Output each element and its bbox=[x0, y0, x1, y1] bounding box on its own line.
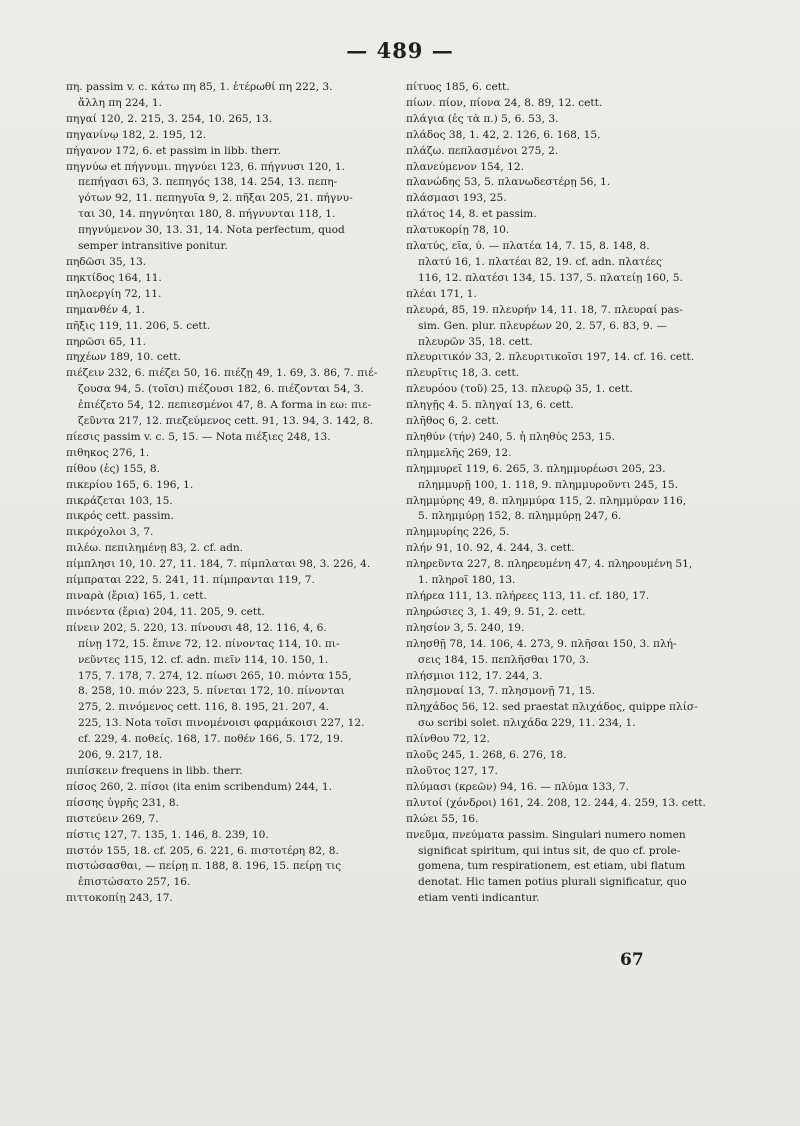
index-entry-line: πιστόν 155, 18. cf. 205, 6. 221, 6. πιστοτέρη 82, 8. bbox=[66, 844, 339, 857]
index-entry-line: πλανεύμενον 154, 12. bbox=[406, 160, 525, 173]
index-entry-line: πηγαί 120, 2. 215, 3. 254, 10. 265, 13. bbox=[66, 112, 273, 125]
index-entry-line: πλευρῖτις 18, 3. cett. bbox=[406, 367, 520, 380]
left-column bbox=[66, 80, 408, 907]
index-entry-line: πηγνύμενον 30, 13. 31, 14. Nota perfectum, quod bbox=[78, 224, 345, 237]
index-entry-line: 1. πληροῖ 180, 13. bbox=[418, 574, 516, 587]
index-entry-line: 275, 2. πινόμενος cett. 116, 8. 195, 21. 207, 4. bbox=[78, 701, 329, 714]
folio-number: 67 bbox=[620, 950, 644, 970]
index-entry-line: ἄλλη πη 224, 1. bbox=[78, 96, 163, 109]
index-entry-line: πληρεῦντα 227, 8. πληρευμένη 47, 4. πληρουμένη 51, bbox=[406, 558, 693, 571]
index-entry-line: 116, 12. πλατέσι 134, 15. 137, 5. πλατείῃ 160, 5. bbox=[418, 271, 683, 284]
index-entry-line: πλέαι 171, 1. bbox=[406, 287, 477, 300]
index-entry-line: πιστώσασθαι, — πείρῃ π. 188, 8. 196, 15. πείρῃ τις bbox=[66, 860, 342, 873]
index-entry-line: πίσσης ὑγρῆς 231, 8. bbox=[66, 796, 179, 809]
index-entry-line: πληρώσιες 3, 1. 49, 9. 51, 2. cett. bbox=[406, 605, 586, 618]
index-entry-line: πλάσμασι 193, 25. bbox=[406, 192, 507, 205]
index-entry-line: πήγανον 172, 6. et passim in libb. therr. bbox=[66, 144, 281, 157]
index-entry-line: ζεῦντα 217, 12. πιεζεύμενος cett. 91, 13. 94, 3. 142, 8. bbox=[78, 415, 374, 428]
index-entry-line: ζουσα 94, 5. (τοῖσι) πιέζουσι 182, 6. πιέζονται 54, 3. bbox=[78, 383, 364, 396]
index-entry-line: πλευρά, 85, 19. πλευρήν 14, 11. 18, 7. πλευραί pas- bbox=[406, 303, 683, 316]
index-entry-line: semper intransitive ponitur. bbox=[78, 240, 228, 253]
index-entry-line: πηκτίδος 164, 11. bbox=[66, 271, 162, 284]
right-column bbox=[406, 80, 742, 907]
index-entry-line: πνεῦμα, πνεύματα passim. Singulari numero nomen bbox=[406, 828, 686, 841]
index-entry-line: πικρόχολοι 3, 7. bbox=[66, 526, 154, 539]
index-entry-line: πηδῶσι 35, 13. bbox=[66, 255, 147, 268]
index-entry-line: πλατύς, εῖα, ύ. — πλατέα 14, 7. 15, 8. 148, 8. bbox=[406, 240, 650, 253]
index-entry-line: πλήν 91, 10. 92, 4. 244, 3. cett. bbox=[406, 542, 575, 555]
index-entry-line: πλημμυρίης 226, 5. bbox=[406, 526, 510, 539]
index-entry-line: πηγανίνῳ 182, 2. 195, 12. bbox=[66, 128, 207, 141]
index-entry-line: πλημμύρης 49, 8. πλημμύρα 115, 2. πλημμύραν 116, bbox=[406, 494, 687, 507]
index-entry-line: πλύμασι (κρεῶν) 94, 16. — πλύμα 133, 7. bbox=[406, 780, 629, 793]
index-entry-line: ἐπιέζετο 54, 12. πεπιεσμένοι 47, 8. A forma in εω: πιε- bbox=[78, 399, 372, 412]
index-entry-line: πίστις 127, 7. 135, 1. 146, 8. 239, 10. bbox=[66, 828, 269, 841]
index-entry-line: etiam venti indicantur. bbox=[418, 892, 540, 905]
index-entry-line: cf. 229, 4. ποθείς. 168, 17. ποθέν 166, 5. 172, 19. bbox=[78, 733, 344, 746]
index-entry-line: πλάζω. πεπλασμένοι 275, 2. bbox=[406, 144, 559, 157]
index-entry-line: πιλέω. πεπιλημένῃ 83, 2. cf. adn. bbox=[66, 542, 244, 555]
index-entry-line: πηλοεργίη 72, 11. bbox=[66, 287, 162, 300]
index-entry-line: πικράζεται 103, 15. bbox=[66, 494, 173, 507]
index-entry-line: πλησθῇ 78, 14. 106, 4. 273, 9. πλῆσαι 150, 3. πλή- bbox=[406, 637, 677, 650]
index-entry-line: significat spiritum, qui intus sit, de quo cf. prole- bbox=[418, 844, 681, 857]
index-entry-line: πεπήγασι 63, 3. πεπηγός 138, 14. 254, 13. πεπη- bbox=[78, 176, 338, 189]
index-entry-line: πλυτοί (χόνδροι) 161, 24. 208, 12. 244, 4. 259, 13. cett. bbox=[406, 796, 706, 809]
index-entry-line: πλήσμιοι 112, 17. 244, 3. bbox=[406, 669, 543, 682]
index-entry-line: πλῆθος 6, 2. cett. bbox=[406, 415, 500, 428]
index-entry-line: ἐπιστώσατο 257, 16. bbox=[78, 876, 191, 889]
index-entry-line: γότων 92, 11. πεπηγυῖα 9, 2. πῆξαι 205, 21. πήγνυ- bbox=[78, 192, 353, 205]
index-entry-line: 8. 258, 10. πιόν 223, 5. πίνεται 172, 10. πίνονται bbox=[78, 685, 345, 698]
index-entry-line: πληχάδος 56, 12. sed praestat πλιχάδος, quippe πλίσ- bbox=[406, 701, 698, 714]
index-entry-line: πίνειν 202, 5. 220, 13. πίνουσι 48, 12. 116, 4, 6. bbox=[66, 621, 327, 634]
index-entry-line: πλοῦτος 127, 17. bbox=[406, 764, 498, 777]
index-entry-line: πιναρὰ (ἔρια) 165, 1. cett. bbox=[66, 590, 207, 602]
index-entry-line: πίνῃ 172, 15. ἔπινε 72, 12. πίνοντας 114, 10. πι- bbox=[78, 637, 340, 650]
index-entry-line: πλατυκορίῃ 78, 10. bbox=[406, 224, 510, 237]
index-entry-line: gomena, tum respirationem, est etiam, ubi flatum bbox=[418, 860, 686, 873]
index-entry-line: πιθηκος 276, 1. bbox=[66, 446, 150, 459]
index-entry-line: σω scribi solet. πλιχάδα 229, 11. 234, 1. bbox=[418, 717, 636, 730]
index-entry-line: πλάτος 14, 8. et passim. bbox=[406, 208, 537, 221]
index-entry-line: πίμπραται 222, 5. 241, 11. πίμπρανται 119, 7. bbox=[66, 574, 315, 587]
page-number: — 489 — bbox=[346, 38, 454, 63]
index-entry-line: πιττοκοπίῃ 243, 17. bbox=[66, 892, 173, 905]
index-entry-line: πλευρόου (τοῦ) 25, 13. πλευρῷ 35, 1. cett. bbox=[406, 383, 633, 396]
index-entry-line: πλευρῶν 35, 18. cett. bbox=[418, 335, 533, 348]
index-entry-line: πιέζειν 232, 6. πιέζει 50, 16. πιέζῃ 49, 1. 69, 3. 86, 7. πιέ- bbox=[66, 367, 378, 380]
index-entry-line: πικερίου 165, 6. 196, 1. bbox=[66, 478, 194, 491]
index-entry-line: πίτυος 185, 6. cett. bbox=[406, 81, 510, 93]
index-entry-line: πλίνθου 72, 12. bbox=[406, 733, 490, 746]
index-entry-line: 175, 7. 178, 7. 274, 12. πίωσι 265, 10. πιόντα 155, bbox=[78, 669, 352, 682]
index-entry-line: πημανθέν 4, 1. bbox=[66, 303, 146, 316]
index-entry-line: πλημμυρῇ 100, 1. 118, 9. πλημμυροῦντι 245, 15. bbox=[418, 478, 678, 491]
index-entry-line: πίων. πίον, πίονα 24, 8. 89, 12. cett. bbox=[406, 96, 603, 109]
index-entry-line: πικρός cett. passim. bbox=[66, 510, 174, 523]
index-entry-line: ται 30, 14. πηγνύηται 180, 8. πήγνυνται 118, 1. bbox=[78, 208, 336, 221]
index-entry-line: πιπίσκειν frequens in libb. therr. bbox=[66, 764, 243, 777]
index-entry-line: πλησμοναί 13, 7. πλησμονῇ 71, 15. bbox=[406, 685, 596, 698]
index-entry-line: πηχέων 189, 10. cett. bbox=[66, 351, 181, 364]
index-entry-line: denotat. Hic tamen potius plurali significatur, quo bbox=[418, 876, 687, 889]
index-entry-line: πληγῇς 4. 5. πληγαί 13, 6. cett. bbox=[406, 399, 574, 412]
index-entry-line: σεις 184, 15. πεπλῆσθαι 170, 3. bbox=[418, 653, 590, 666]
index-entry-line: πλοῦς 245, 1. 268, 6. 276, 18. bbox=[406, 749, 567, 762]
index-entry-line: πλημμελῆς 269, 12. bbox=[406, 446, 512, 459]
index-entry-line: πλάδος 38, 1. 42, 2. 126, 6. 168, 15. bbox=[406, 128, 601, 141]
index-entry-line: πίσος 260, 2. πίσοι (ita enim scribendum) 244, 1. bbox=[66, 780, 332, 793]
index-entry-line: πλήρεα 111, 13. πλήρεες 113, 11. cf. 180, 17. bbox=[406, 590, 650, 602]
index-entry-line: πίμπλησι 10, 10. 27, 11. 184, 7. πίμπλαται 98, 3. 226, 4. bbox=[66, 558, 371, 571]
index-entry-line: πῆξις 119, 11. 206, 5. cett. bbox=[66, 319, 211, 332]
index-entry-line: πηγνύω et πήγνυμι. πηγνύει 123, 6. πήγνυσι 120, 1. bbox=[66, 160, 346, 173]
index-entry-line: πλησίον 3, 5. 240, 19. bbox=[406, 621, 525, 634]
index-entry-line: 206, 9. 217, 18. bbox=[78, 749, 163, 762]
index-entry-line: πίεσις passim v. c. 5, 15. — Nota πιέξιες 248, 13. bbox=[66, 430, 331, 443]
index-entry-line: πη. passim v. c. κάτω πη 85, 1. ἑτέρωθί πη 222, 3. bbox=[66, 81, 333, 93]
index-entry-line: πλατύ 16, 1. πλατέαι 82, 19. cf. adn. πλατέες bbox=[418, 255, 662, 268]
index-entry-line: πηρῶσι 65, 11. bbox=[66, 335, 146, 348]
index-entry-line: πλημμυρεῖ 119, 6. 265, 3. πλημμυρέωσι 205, 23. bbox=[406, 462, 666, 475]
index-entry-line: sim. Gen. plur. πλευρέων 20, 2. 57, 6. 83, 9. — bbox=[418, 319, 667, 332]
index-entry-line: πλευριτικόν 33, 2. πλευριτικοῖσι 197, 14. cf. 16. cett. bbox=[406, 351, 695, 364]
index-entry-line: πλανώδης 53, 5. πλανωδεστέρῃ 56, 1. bbox=[406, 176, 611, 189]
index-entry-line: πίθου (ἐς) 155, 8. bbox=[66, 462, 160, 475]
index-entry-line: 225, 13. Nota τοῖσι πινομένοισι φαρμάκοισι 227, 12. bbox=[78, 717, 365, 730]
index-entry-line: πλάγια (ἐς τὰ π.) 5, 6. 53, 3. bbox=[406, 112, 559, 125]
index-entry-line: πινόεντα (ἔρια) 204, 11. 205, 9. cett. bbox=[66, 605, 265, 618]
index-entry-line: πληθύν (τήν) 240, 5. ἡ πληθύς 253, 15. bbox=[406, 430, 616, 443]
index-entry-line: πιστεύειν 269, 7. bbox=[66, 812, 159, 825]
index-entry-line: 5. πλημμύρῃ 152, 8. πλημμύρῃ 247, 6. bbox=[418, 510, 622, 523]
index-entry-line: νεῦντες 115, 12. cf. adn. πιεῖν 114, 10. 150, 1. bbox=[78, 653, 329, 666]
index-entry-line: πλώει 55, 16. bbox=[406, 812, 479, 825]
